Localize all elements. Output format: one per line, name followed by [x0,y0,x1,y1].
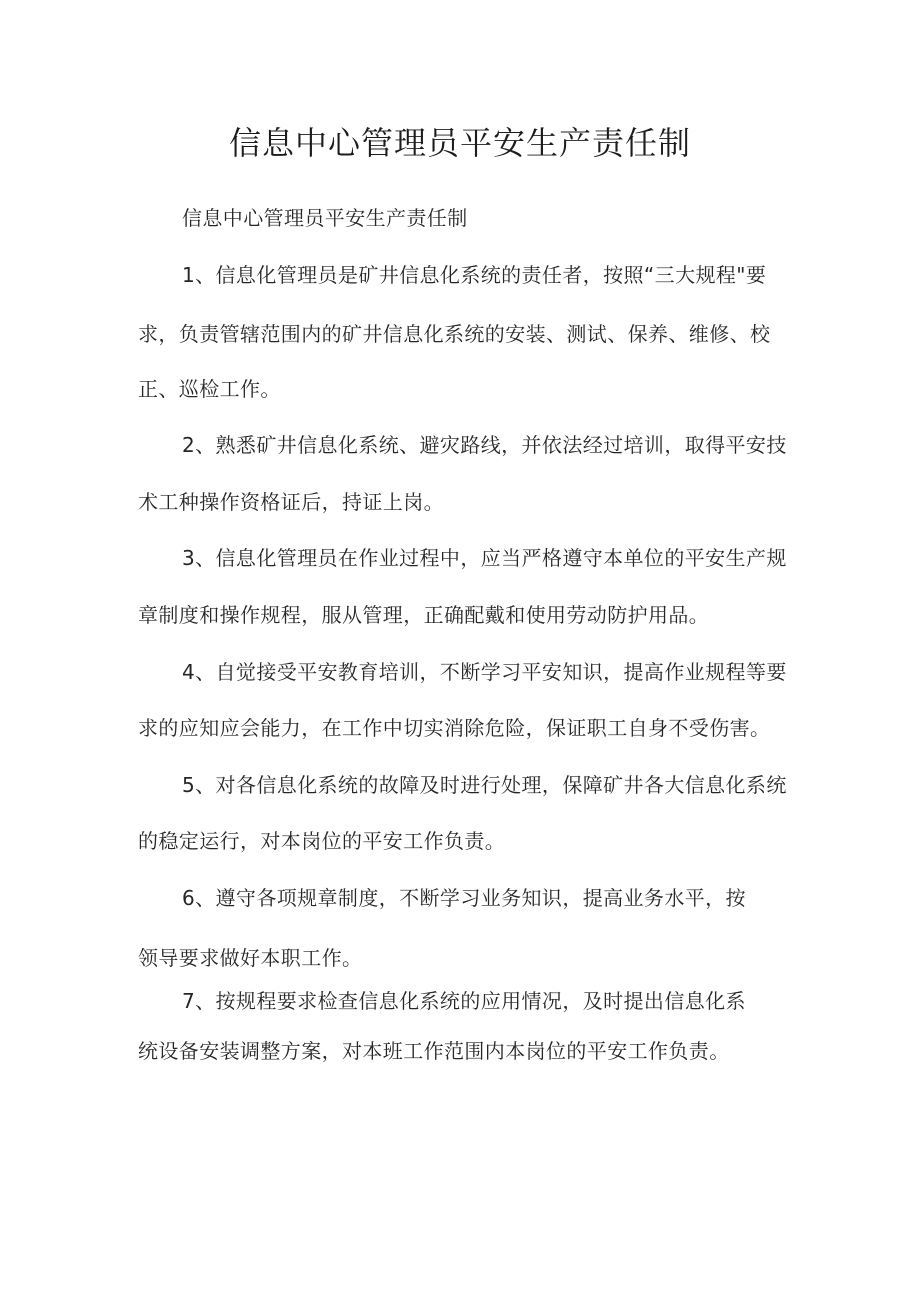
paragraph-line: 6、遵守各项规章制度，不断学习业务知识，提高业务水平，按 [182,886,746,910]
paragraph-line: 章制度和操作规程，服从管理，正确配戴和使用劳动防护用品。 [138,603,710,627]
document-subtitle: 信息中心管理员平安生产责任制 [182,206,468,230]
paragraph-line: 术工种操作资格证后，持证上岗。 [138,490,444,514]
paragraph-line: 求，负责管辖范围内的矿井信息化系统的安装、测试、保养、维修、校 [138,322,771,346]
paragraph-line: 5、对各信息化系统的故障及时进行处理，保障矿井各大信息化系统 [182,773,787,797]
paragraph-line: 1、信息化管理员是矿井信息化系统的责任者，按照“三大规程"要 [182,263,767,287]
document-title: 信息中心管理员平安生产责任制 [228,124,691,162]
paragraph-line: 正、巡检工作。 [138,377,281,401]
paragraph-line: 2、熟悉矿井信息化系统、避灾路线，并依法经过培训，取得平安技 [182,433,787,457]
paragraph-line: 3、信息化管理员在作业过程中，应当严格遵守本单位的平安生产规 [182,546,787,570]
paragraph-line: 4、自觉接受平安教育培训，不断学习平安知识，提高作业规程等要 [182,660,787,684]
paragraph-line: 7、按规程要求检查信息化系统的应用情况，及时提出信息化系 [182,989,746,1013]
paragraph-line: 求的应知应会能力，在工作中切实消除危险，保证职工自身不受伤害。 [138,716,771,740]
paragraph-line: 领导要求做好本职工作。 [138,946,363,970]
paragraph-line: 统设备安装调整方案，对本班工作范围内本岗位的平安工作负责。 [138,1039,730,1063]
paragraph-line: 的稳定运行，对本岗位的平安工作负责。 [138,829,506,853]
